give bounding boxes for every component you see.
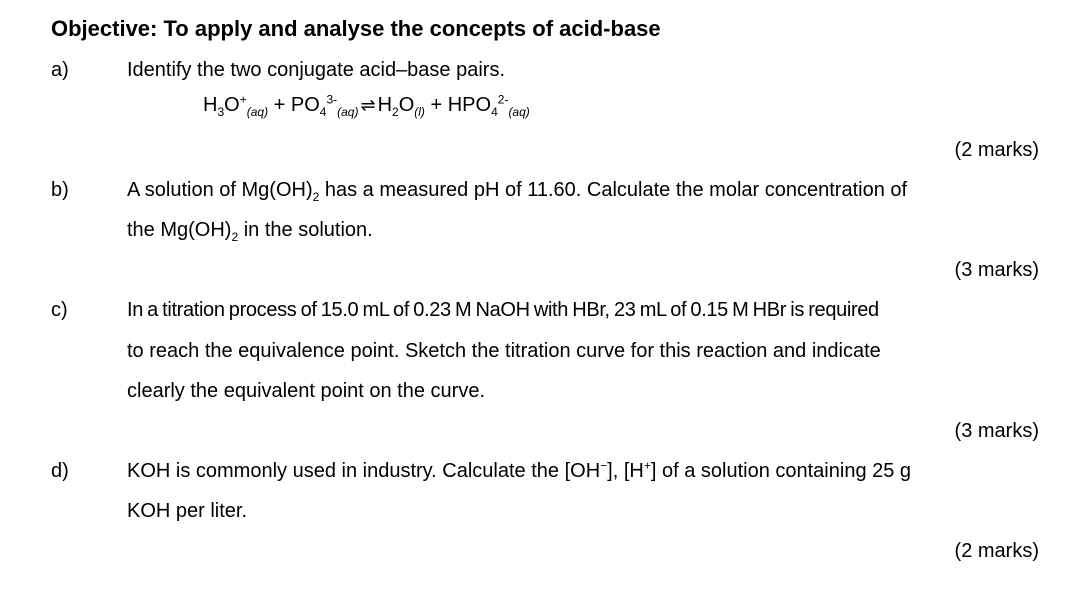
eq-sub4a: 4: [319, 105, 327, 119]
eq-o: O: [224, 94, 240, 116]
b-line2-b: in the solution.: [238, 219, 373, 241]
b-line2-a: the Mg(OH): [127, 219, 232, 241]
question-b-line1: [127, 179, 907, 202]
eq-aq1: (aq): [246, 105, 269, 119]
question-d-marks: (2 marks): [954, 540, 1039, 562]
d-line1-sup2: +: [643, 458, 651, 473]
question-b-label: b): [51, 179, 69, 201]
eq-plus2: +: [424, 94, 448, 116]
eq-hpo: HPO: [447, 94, 492, 116]
d-line1-c: ] of a solution containing 25 g: [650, 460, 912, 482]
question-c-line2: to reach the equivalence point. Sketch the titration curve for this reaction and indicate: [127, 340, 881, 362]
eq-plus1: +: [268, 94, 291, 116]
eq-charge2: 2-: [497, 92, 509, 107]
d-line1-a: KOH is commonly used in industry. Calculate the [OH: [127, 460, 601, 482]
question-c-line1: In a titration process of 15.0 mL of 0.23 M NaOH with HBr, 23 mL of 0.15 M HBr is required: [127, 299, 879, 321]
eq-h: H: [203, 94, 218, 116]
eq-charge3: 3-: [326, 92, 338, 107]
eq-aq2: (aq): [337, 105, 359, 119]
question-a-text: Identify the two conjugate acid–base pairs.: [127, 59, 506, 81]
question-b-marks: (3 marks): [954, 259, 1039, 281]
b-line1-b: has a measured pH of 11.60. Calculate the molar concentration of: [319, 179, 908, 201]
question-a-label: a): [51, 59, 69, 81]
objective-heading: Objective: To apply and analyse the concepts of acid-base: [51, 16, 661, 41]
question-b-line2: [127, 219, 373, 242]
b-line1-sub: 2: [312, 190, 320, 204]
eq-h2: H: [377, 94, 393, 116]
question-c-marks: (3 marks): [954, 420, 1039, 442]
eq-sub2: 2: [392, 105, 399, 119]
b-line2-sub: 2: [231, 230, 239, 244]
eq-aq3: (aq): [508, 105, 530, 119]
eq-liquid: (l): [414, 105, 425, 119]
eq-o2: O: [398, 94, 415, 116]
eq-plus-charge: +: [239, 92, 247, 107]
question-d-label: d): [51, 460, 69, 482]
eq-po: PO: [290, 94, 320, 116]
question-d-line2: KOH per liter.: [127, 500, 248, 522]
reaction-equation: [203, 94, 530, 117]
question-a-marks: (2 marks): [954, 139, 1039, 161]
question-c-line3: clearly the equivalent point on the curve.: [127, 380, 485, 402]
eq-sub4b: 4: [491, 105, 498, 119]
b-line1-a: A solution of Mg(OH): [127, 179, 313, 201]
eq-sub3: 3: [217, 105, 225, 119]
d-line1-sup1: −: [600, 458, 608, 473]
d-line1-b: ], [H: [607, 460, 644, 482]
question-d-line1: [127, 460, 911, 483]
equilibrium-arrow-icon: ⇌: [360, 95, 376, 115]
question-c-label: c): [51, 299, 68, 321]
